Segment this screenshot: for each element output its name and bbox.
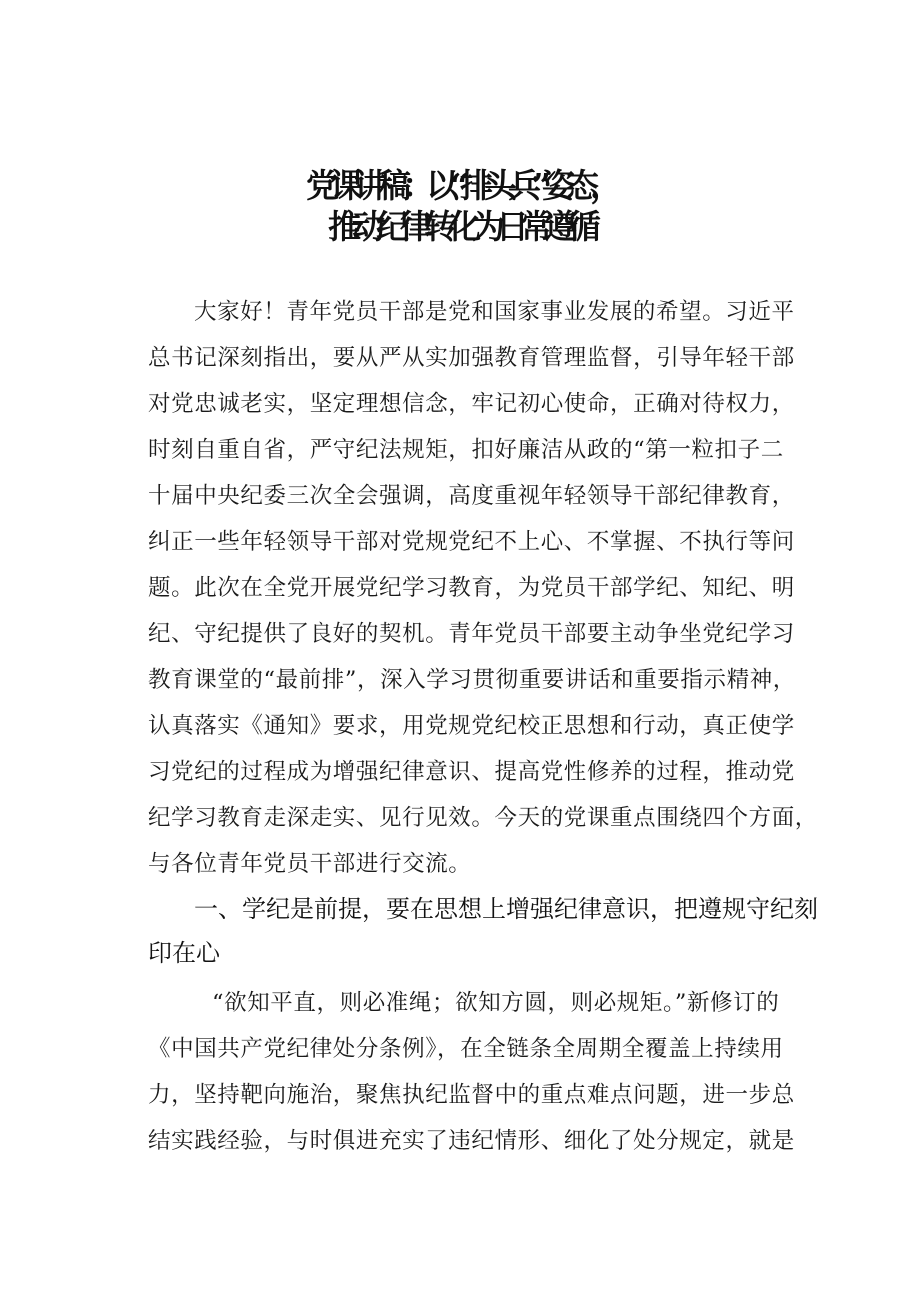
document-title-line-2: 推动纪律转化为日常遵循 [328, 207, 592, 246]
paragraph-1-line: 时刻自重自省，严守纪法规矩，扣好廉洁从政的“第一粒扣子二 [148, 437, 784, 463]
paragraph-1-line: 纪、守纪提供了良好的契机。青年党员干部要主动争坐党纪学习 [148, 621, 795, 647]
paragraph-2-line: 结实践经验，与时俱进充实了违纪情形、细化了处分规定，就是 [148, 1128, 795, 1154]
paragraph-1-line: 大家好！青年党员干部是党和国家事业发展的希望。习近平 [194, 299, 795, 325]
paragraph-1-line: 教育课堂的“最前排”，深入学习贯彻重要讲话和重要指示精神， [148, 667, 796, 693]
paragraph-1-line: 十届中央纪委三次全会强调，高度重视年轻领导干部纪律教育， [148, 483, 795, 509]
section-heading-line: 印在心 [148, 939, 220, 967]
paragraph-1-line: 纠正一些年轻领导干部对党规党纪不上心、不掌握、不执行等问 [148, 529, 795, 555]
document-title-line-1: 党课讲稿：以“排头兵”姿态， [306, 166, 614, 205]
paragraph-2-line: 《中国共产党纪律处分条例》，在全链条全周期全覆盖上持续用 [148, 1036, 784, 1062]
paragraph-1-line: 总书记深刻指出，要从严从实加强教育管理监督，引导年轻干部 [148, 345, 795, 371]
paragraph-1-line: 习党纪的过程成为增强纪律意识、提高党性修养的过程，推动党 [148, 759, 795, 785]
paragraph-1-line: 与各位青年党员干部进行交流。 [148, 851, 472, 877]
paragraph-1-line: 对党忠诚老实，坚定理想信念，牢记初心使命，正确对待权力， [148, 391, 795, 417]
section-heading-line: 一、学纪是前提，要在思想上增强纪律意识，把遵规守纪刻 [194, 895, 818, 923]
paragraph-2-line: “欲知平直，则必准绳；欲知方圆，则必规矩。”新修订的 [212, 990, 780, 1016]
paragraph-1-line: 认真落实《通知》要求，用党规党纪校正思想和行动，真正使学 [148, 713, 795, 739]
paragraph-1-line: 纪学习教育走深走实、见行见效。今天的党课重点围绕四个方面， [148, 805, 818, 831]
paragraph-1-line: 题。此次在全党开展党纪学习教育，为党员干部学纪、知纪、明 [148, 575, 795, 601]
paragraph-2-line: 力，坚持靶向施治，聚焦执纪监督中的重点难点问题，进一步总 [148, 1082, 795, 1108]
